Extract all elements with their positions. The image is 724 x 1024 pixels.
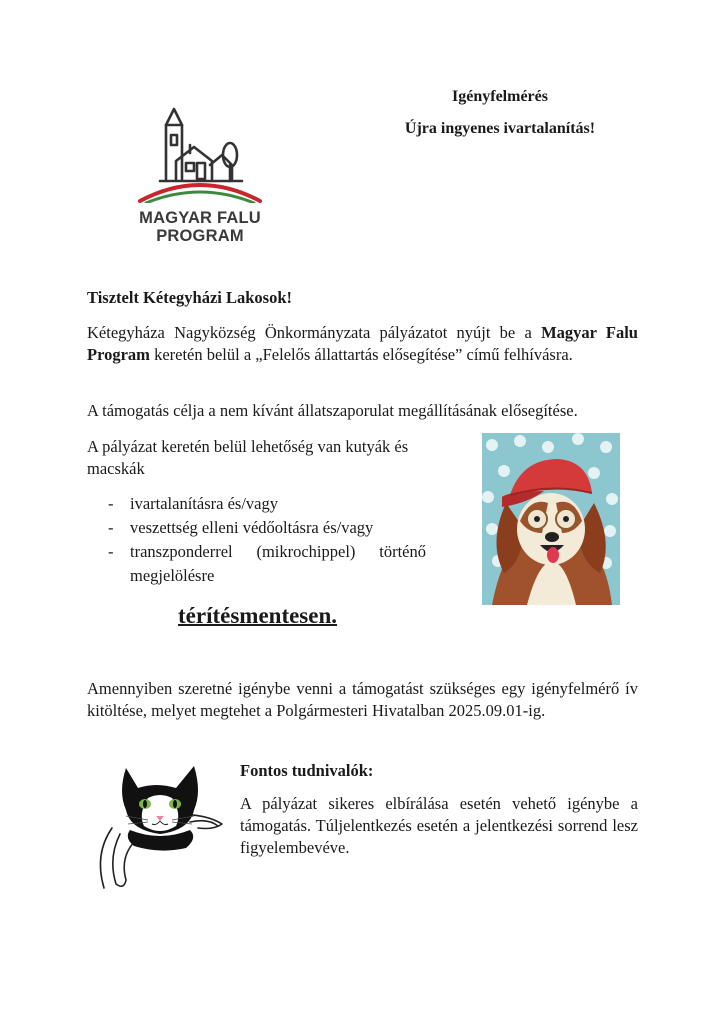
- logo-line-2: PROGRAM: [156, 227, 244, 245]
- cat-image: [90, 758, 225, 893]
- free-of-charge: térítésmentesen.: [178, 603, 338, 628]
- magyar-falu-logo: [130, 103, 270, 243]
- options-list: [108, 492, 426, 588]
- list-item: - transzponderrel (mikrochippel) történő megjelölésre: [108, 540, 426, 588]
- intro-text-end: keretén belül a „Felelős állattartás elősegítése” című felhívásra.: [149, 345, 573, 364]
- logo-line-1: MAGYAR FALU: [139, 209, 261, 227]
- list-item: - ivartalanításra és/vagy: [108, 492, 426, 516]
- program-name: Magyar Falu Program: [87, 323, 638, 364]
- list-item: - veszettség elleni védőoltásra és/vagy: [108, 516, 426, 540]
- page-title: Igényfelmérés: [452, 88, 548, 105]
- village-house-church-icon: [130, 103, 270, 203]
- intro-paragraph: [87, 322, 638, 366]
- page-subtitle: Újra ingyenes ivartalanítás!: [404, 120, 596, 137]
- dog-image: [482, 433, 620, 605]
- options-intro: A pályázat keretén belül lehetőség van kutyák és macskák: [87, 437, 409, 478]
- greeting: Tisztelt Kétegyházi Lakosok!: [87, 288, 293, 307]
- intro-text-start: Kétegyháza Nagyközség Önkormányzata pályázatot nyújt be a: [87, 323, 542, 342]
- important-paragraph: A pályázat sikeres elbírálása esetén vehető igénybe a támogatás. Túljelentkezés esetén a jelentkezési sorrend lesz figyelembevéve.: [240, 794, 638, 857]
- goal-paragraph: A támogatás célja a nem kívánt állatszaporulat megállításának elősegítése.: [87, 401, 578, 420]
- apply-paragraph: Amennyiben szeretné igénybe venni a támogatást szükséges egy igényfelmérő ív kitöltése, melyet megtehet a Polgármesteri Hivatalban 2025.09.01-ig.: [87, 679, 638, 720]
- important-title: Fontos tudnivalók:: [240, 761, 374, 780]
